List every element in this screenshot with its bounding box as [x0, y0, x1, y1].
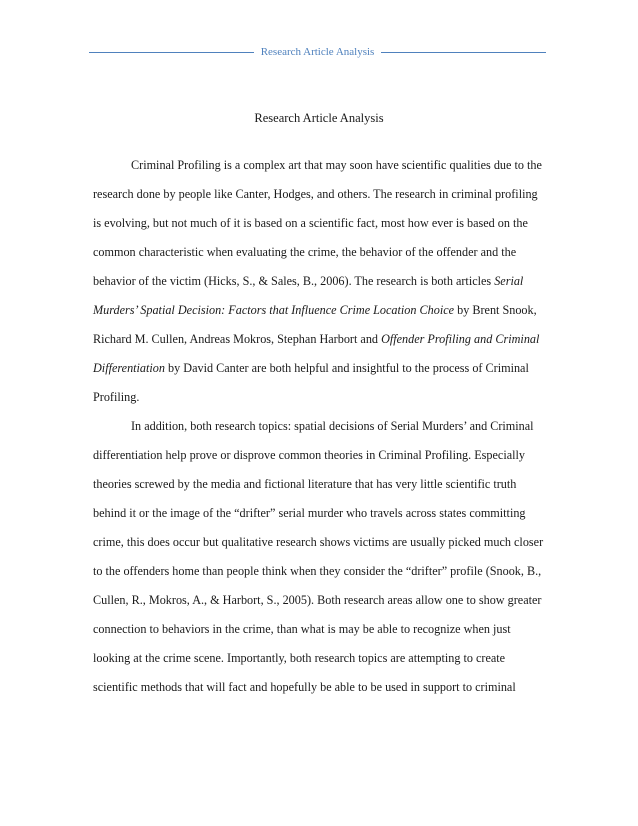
- text-run: Criminal Profiling is a complex art that may soon have scientific qualities due to the research done by people like Canter, Hodges, and others. The research in criminal profiling is evolving, but not much of it is based on a scientific fact, most how ever is based on the common characteristic when evaluating the crime, the behavior of the offender and the behavior of the victim (Hicks, S., & Sales, B., 2006). The research is both articles: [93, 158, 542, 288]
- paragraph-2: [93, 412, 545, 702]
- header-title: Research Article Analysis: [260, 46, 375, 58]
- text-run: In addition, both research topics: spatial decisions of Serial Murders’ and Criminal differentiation help prove or disprove common theories in Criminal Profiling. Especially theories screwed by the media and fictional literature that has very little scientific truth behind it or the image of the “drifter” serial murder who travels across states committing crime, this does occur but qualitative research shows victims are usually picked much closer to the offenders home than people think when they consider the “drifter” profile (Snook, B., Cullen, R., Mokros, A., & Harbort, S., 2005). Both research areas allow one to show greater connection to behaviors in the crime, than what is may be able to recognize when just looking at the crime scene. Importantly, both research topics are attempting to create scientific methods that will fact and hopefully be able to be used in support to criminal: [93, 419, 544, 694]
- page-header: [89, 46, 546, 58]
- text-run: by Brent Snook, Richard M. Cullen, Andreas Mokros, Stephan Harbort and: [93, 303, 537, 346]
- article-title-italic: Serial Murders’ Spatial Decision: Factors that Influence Crime Location Choice: [93, 274, 524, 317]
- paragraph-1: [93, 151, 545, 412]
- document-title: Research Article Analysis: [254, 111, 384, 125]
- header-rule-left: [89, 52, 254, 53]
- article-title-italic: Offender Profiling and Criminal Differentiation: [93, 332, 540, 375]
- text-run: by David Canter are both helpful and insightful to the process of Criminal Profiling.: [93, 361, 529, 404]
- header-rule-right: [381, 52, 546, 53]
- document-body: [93, 151, 545, 702]
